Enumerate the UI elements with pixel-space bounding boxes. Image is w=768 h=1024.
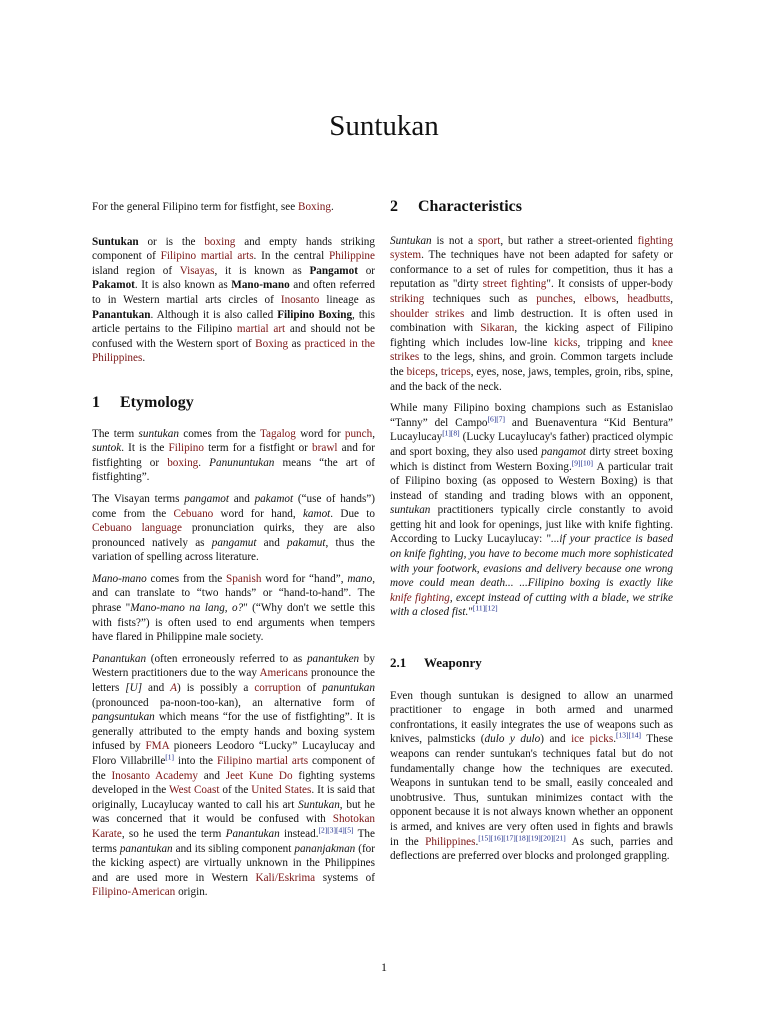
citation-ref[interactable]: [15][16][17][18][19][20][21] [478,832,566,842]
text-run: . [613,733,617,746]
subsection-title: Weaponry [424,655,482,671]
weaponry-paragraph [390,689,673,864]
bold-term: Pangamot [309,264,358,277]
text-run: . [142,352,146,365]
text-run: . Due to [330,507,375,520]
text-run: , [615,292,628,305]
wiki-link[interactable]: Boxing [255,337,289,350]
wiki-link[interactable]: knee strikes [390,336,673,364]
wiki-link[interactable]: fighting system [390,234,673,262]
text-run: and should not be confused with the Western sport of [92,323,375,350]
etymology-paragraph [92,652,375,900]
wiki-link[interactable]: triceps [440,365,471,378]
text-run: and [142,682,171,695]
text-run: to the legs, shins, and groin. Common targets include the [390,351,673,378]
text-run: A particular trait of Filipino boxing (as opposed to Western Boxing) is that instead of standing and trading blows with an opponent, [390,460,673,502]
text-run: island region of [92,264,180,277]
wiki-link[interactable]: FMA [145,740,170,753]
wiki-link[interactable]: Kali/Eskrima [255,871,316,884]
wiki-link[interactable]: Philippine [329,250,375,263]
citation-ref[interactable]: [13][14] [616,730,642,740]
etymology-paragraph [92,492,375,565]
text-run: While many Filipino boxing champions such as Estanislao “Tanny” del Campo [390,402,673,429]
italic-term: Mano-mano [92,572,147,585]
right-column [390,200,673,871]
wiki-link[interactable]: Filipino [168,442,204,455]
text-run: into the [174,755,217,767]
italic-term: Mano-mano na lang, o? [130,602,244,615]
wiki-link[interactable]: Inosanto [280,293,320,306]
wiki-link[interactable]: sport [477,234,501,247]
text-run: ) and [540,733,572,746]
text-run: and empty hands striking component of [92,235,375,263]
text-run: , [435,365,441,378]
wiki-link[interactable]: punch [344,427,373,440]
italic-term: panuntukan [322,682,375,695]
wiki-link[interactable]: elbows [584,292,616,305]
text-run: systems of [315,871,375,884]
text-run: " [468,606,473,619]
text-run: , eyes, nose, jaws, temples, groin, ribs, spine, and the back of the neck. [390,365,674,393]
wiki-link[interactable]: knife fighting [390,591,450,604]
italic-term: suntok [92,442,122,455]
text-run: , thus the variation of spelling across literature. [92,536,375,564]
text-run: , [670,292,674,305]
text-run: component of the [92,755,375,782]
wiki-link[interactable]: Tagalog [260,427,296,440]
text-run: , but rather a street-oriented [500,234,638,247]
text-run: and [228,492,255,505]
text-run: dirty street boxing which is distinct from Western Boxing. [390,445,673,473]
text-run: . It is also known as [134,279,232,292]
text-run: means “the art of fistfighting”. [92,456,376,484]
text-run: comes from the [146,572,227,585]
text-run: which means “for the use of fistfighting”. It is generally attributed to the empty hands and boxing system infused by [92,711,375,753]
italic-term: panantukan [119,842,173,855]
text-run: word for [295,427,345,440]
text-run: or is the [138,235,205,248]
text-run: , tripping and [577,336,652,349]
italic-term: Panununtukan [209,456,275,469]
text-run: . Although it is also called [150,308,278,321]
wiki-link[interactable]: boxing [167,456,199,469]
text-run: and [198,769,226,782]
wiki-link[interactable]: United States [251,784,312,797]
wiki-link[interactable]: corruption [254,682,301,695]
italic-term: dulo y dulo [484,733,541,746]
characteristics-paragraph [390,401,673,620]
italic-term: pananjakman [294,842,356,855]
wiki-link[interactable]: Shotokan Karate [92,813,375,840]
subsection-heading-weaponry [390,656,673,671]
italic-term: pakamot [254,492,294,505]
text-run: . The techniques have not been adapted for safety or conformance to a set of rules for competition, thus it has a reputation as "dirty [390,249,673,291]
text-run: fighting systems developed in the [92,769,376,797]
italic-term: Suntukan [390,234,432,247]
text-run: , and can translate to “two hands” or “hand-to-hand”. The phrase " [92,572,375,615]
wiki-link[interactable]: biceps [406,365,436,378]
text-run: practitioners typically circle constantly to avoid getting hit and look for openings, just like with knife fighting. According to Lucky Lucaylucay: " [390,504,673,546]
text-run: and its sibling component [172,842,295,855]
wiki-link[interactable]: Visayas [179,264,215,277]
italic-term: ...if your practice is based on knife fighting, you have to become much more sophisticated with your footwork, evasions and delivery because one wrong move could mean death... ...Filipino boxing is exactly like [390,533,673,590]
wiki-link[interactable]: Americans [259,667,308,680]
text-run: by Western practitioners due to the way [92,652,375,680]
text-run: instead. [279,827,319,840]
text-run: (Lucky Lucaylucay's father) practiced olympic and sport boxing, they also used [390,431,673,458]
section-title: Characteristics [418,198,522,215]
wiki-link[interactable]: kicks [553,336,578,349]
wiki-link[interactable]: martial art [236,323,286,336]
wiki-link[interactable]: shoulder strikes [390,307,465,320]
wiki-link[interactable]: ice picks [571,733,614,746]
wiki-link[interactable]: practiced in the Philippines [92,337,375,365]
italic-term: suntukan [390,504,431,517]
wiki-link[interactable]: street fighting [482,278,547,291]
hatnote-text: For the general Filipino term for fistfight, see [92,201,298,213]
italic-term: Panantukan [92,652,147,665]
text-run: . It is the [121,442,169,455]
wiki-link[interactable]: Filipino-American [92,886,176,899]
text-run: Even though suntukan is designed to allow an unarmed practitioner to engage in both armed and unarmed confrontations, it easily integrates the use of weapons such as knives, palmsticks ( [390,689,673,746]
text-run: (pronounced pa-noon-too-kan), an alternative form of [92,696,375,709]
text-run: of [300,682,323,695]
text-run: " (“Why don't we settle this with fists?”) is often used to end arguments when tempers have flared in Philippine male society. [92,602,375,644]
italic-term: Panantukan [225,827,280,840]
citation-ref[interactable]: [9][10] [571,457,594,467]
italic-term: kamot [302,507,331,520]
left-column [92,200,375,907]
wiki-link[interactable]: Cebuano [173,507,214,520]
wiki-link[interactable]: Spanish [226,572,262,585]
bold-term: Suntukan [92,235,139,248]
wiki-link[interactable]: Inosanto Academy [111,769,199,782]
citation-ref[interactable]: [11][12] [472,603,498,613]
bold-term: Panantukan [92,308,151,321]
wiki-link[interactable]: Filipino martial arts [160,250,254,263]
text-run: (for the kicking aspect) are virtually unknown in the Philippines and are used more in Western [92,842,375,884]
text-run: , so he used the term [121,827,226,840]
italic-term: suntukan [138,427,179,440]
text-run: comes from the [178,427,260,440]
text-run: These weapons can render suntukan's techniques fatal but do not fundamentally change how the techniques are executed. Weapons in suntukan tend to be small, easily concealed and unobtrusive. Thus, suntukan minimizes contact with the opponent because it is not always known whether an opponent is armed, and knives are very often used in fights and brawls in the [390,733,674,848]
wiki-link[interactable]: Philippines [425,835,476,848]
italic-term: pangamut [211,536,257,549]
text-run: term for a fistfight or [203,442,313,455]
article-title: Suntukan [329,110,439,142]
page-number: 1 [381,960,387,974]
text-run: . [475,835,479,848]
text-run: pronunciation quirks, they are also pronounced natively as [92,522,375,549]
wiki-link[interactable]: Filipino martial arts [216,755,309,767]
text-run: , but he was concerned that it would be confused with [92,798,375,826]
text-run: . [198,456,210,469]
etymology-paragraph [92,572,375,645]
italic-term: pakamut [286,536,326,549]
wiki-link[interactable]: Sikaran [480,322,515,335]
text-run: and [256,536,287,549]
text-run: ) is possibly a [177,682,255,695]
text-run: (“use of hands”) come from the [92,492,375,520]
text-run: pioneers Leodoro “Lucky” Lucaylucay and Floro Villabrille [92,740,375,767]
text-run: , [372,427,375,440]
section-heading-characteristics [390,200,673,215]
italic-term: , except instead of cutting with a blade, we strike with a closed fist. [390,591,673,619]
hatnote-link[interactable]: Boxing [298,201,331,213]
text-run: , it is known as [214,264,310,277]
wiki-link[interactable]: headbutts [627,292,671,305]
italic-term: Suntukan [298,798,340,811]
citation-ref[interactable]: [1] [165,752,175,762]
italic-term: [U] [125,682,143,695]
section-number: 1 [92,393,100,411]
wiki-link[interactable]: Jeet Kune Do [225,769,293,782]
text-run: of the [219,784,252,797]
bold-term: Pakamot [92,279,135,292]
text-run: word for hand, [213,507,303,520]
wiki-link[interactable]: brawl [312,442,338,455]
italic-term: pangsuntukan [92,711,155,724]
etymology-paragraph [92,427,375,485]
text-run: . It is said that originally, Lucaylucay wanted to call his art [92,784,375,811]
text-run: . In the central [253,250,329,263]
bold-term: Mano-mano [231,279,290,292]
text-run: As such, parries and deflections are preferred over blocks and prolonged grappling. [390,835,673,863]
text-run: and for fistfighting or [92,442,376,469]
text-run: ". It consists of upper-body [546,278,674,291]
italic-term: mano [347,572,373,585]
citation-ref[interactable]: [6][7] [487,413,506,423]
text-run: The Visayan terms [92,492,185,505]
text-run: origin. [175,886,208,899]
wiki-link[interactable]: A [170,682,178,695]
hatnote [92,200,375,215]
text-run: word for “hand”, [261,572,348,585]
wiki-link[interactable]: striking [390,292,425,305]
text-run: The terms [92,827,375,855]
text-run: techniques such as [424,292,537,305]
text-run: , the kicking aspect of Filipino fighting which includes low-line [390,322,673,349]
text-run: The term [92,427,139,440]
text-run: and Buenaventura “Kid Bentura” Lucaylucay [390,416,673,444]
italic-term: panantuken [306,652,360,665]
subsection-number: 2.1 [390,655,407,671]
text-run: (often erroneously referred to as [146,652,307,665]
text-run: and limb destruction. It is often used in combination with [390,307,673,335]
italic-term: pangamot [184,492,229,505]
text-run: , this article pertains to the Filipino [92,308,375,336]
section-heading-etymology [92,393,375,411]
text-run: pronounce the letters [92,667,375,695]
citation-ref[interactable]: [2][3][4][5] [318,825,354,835]
text-run: or [357,264,376,277]
wiki-link[interactable]: Cebuano language [92,522,182,535]
wiki-link[interactable]: West Coast [168,784,220,797]
characteristics-paragraph [390,234,673,395]
text-run: is not a [431,234,478,247]
bold-term: Filipino Boxing [277,308,353,321]
hatnote-end: . [330,201,334,213]
text-run: , [572,292,585,305]
section-number: 2 [390,198,398,215]
citation-ref[interactable]: [1][8] [442,428,460,438]
text-run: and often referred to in Western martial arts circles of [92,279,375,306]
section-title: Etymology [120,393,194,411]
text-run: lineage as [319,293,375,306]
wiki-link[interactable]: punches [536,292,573,305]
intro-paragraph [92,235,375,366]
text-run: as [288,337,305,350]
italic-term: pangamot [541,445,587,458]
wiki-link[interactable]: boxing [204,235,236,248]
